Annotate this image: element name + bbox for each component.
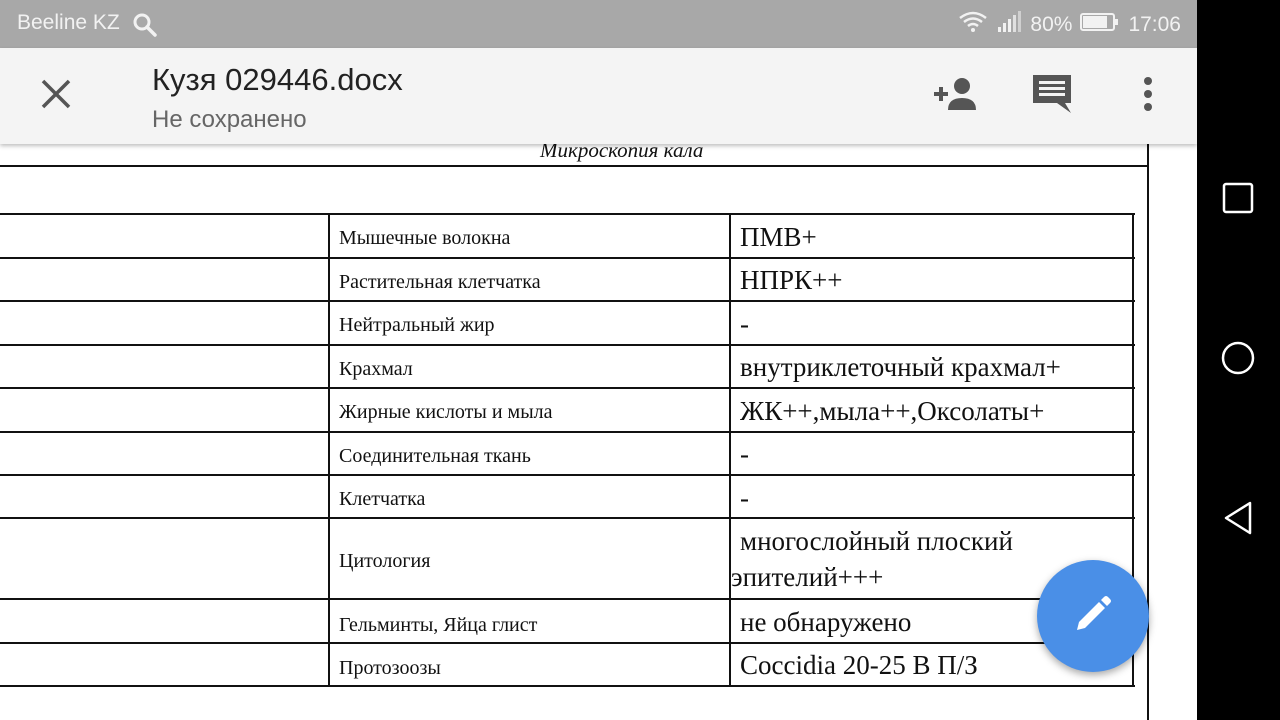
table-row-value: внутриклеточный крахмал+ [740,352,1061,382]
table-border [0,517,1135,519]
table-border [0,598,1135,600]
more-vert-icon [1142,76,1154,116]
save-status: Не сохранено [152,106,307,133]
back-icon [1222,500,1254,540]
table-border [729,213,731,687]
back-button[interactable] [1213,495,1263,545]
table-row-label: Крахмал [339,358,413,380]
edit-pencil-icon [1073,594,1113,638]
table-row-value-continuation: эпителий+++ [731,562,884,592]
table-border [0,213,1135,215]
table-border [0,474,1135,476]
app-bar [0,48,1197,144]
table-row-label: Клетчатка [339,488,426,510]
carrier-name: Beeline KZ [17,11,120,34]
table-row-label: Жирные кислоты и мыла [339,401,553,423]
table-border [1147,144,1149,720]
table-row-value: - [740,439,749,469]
more-options-button[interactable] [1120,70,1176,122]
close-icon [39,77,73,115]
document-canvas[interactable] [0,144,1197,720]
table-row-label: Гельминты, Яйца глист [339,614,538,636]
table-row-value: - [740,483,749,513]
wifi-icon [958,11,988,39]
navigation-bar [1197,0,1280,720]
table-row-label: Нейтральный жир [339,314,495,336]
table-row-value: многослойный плоский [740,526,1013,556]
table-border [0,431,1135,433]
close-button[interactable] [28,70,84,122]
table-border [0,257,1135,259]
section-heading: Микроскопия кала [540,144,704,162]
home-button[interactable] [1213,335,1263,385]
table-row-value: Coccidia 20-25 В П/З [740,650,978,680]
table-row-value: НПРК++ [740,265,843,295]
table-border [0,387,1135,389]
comments-button[interactable] [1024,70,1080,122]
share-button[interactable] [928,70,984,122]
table-row-label: Цитология [339,550,431,572]
signal-icon [996,11,1022,39]
table-border [0,165,1149,167]
add-person-icon [932,76,980,116]
table-row-value: ЖК++,мыла++,Оксолаты+ [740,396,1045,426]
table-border [0,300,1135,302]
battery-icon [1080,12,1120,38]
recent-apps-icon [1222,182,1254,218]
table-row-value: ПМВ+ [740,222,817,252]
table-row-label: Соединительная ткань [339,445,531,467]
search-icon [132,12,158,42]
table-row-value: - [740,309,749,339]
recent-apps-button[interactable] [1213,175,1263,225]
document-title: Кузя 029446.docx [152,62,403,97]
table-border [0,642,1135,644]
comment-icon [1031,73,1073,119]
home-icon [1220,340,1256,380]
table-row-label: Мышечные волокна [339,227,511,249]
table-row-value: не обнаружено [740,607,912,637]
table-row-label: Протозоозы [339,657,441,679]
edit-fab-button[interactable] [1037,560,1149,672]
table-border [0,685,1135,687]
clock-time: 17:06 [1128,13,1181,36]
status-bar [0,0,1197,48]
battery-percent: 80% [1030,13,1073,36]
table-row-label: Растительная клетчатка [339,271,541,293]
table-border [328,213,330,687]
table-border [0,344,1135,346]
